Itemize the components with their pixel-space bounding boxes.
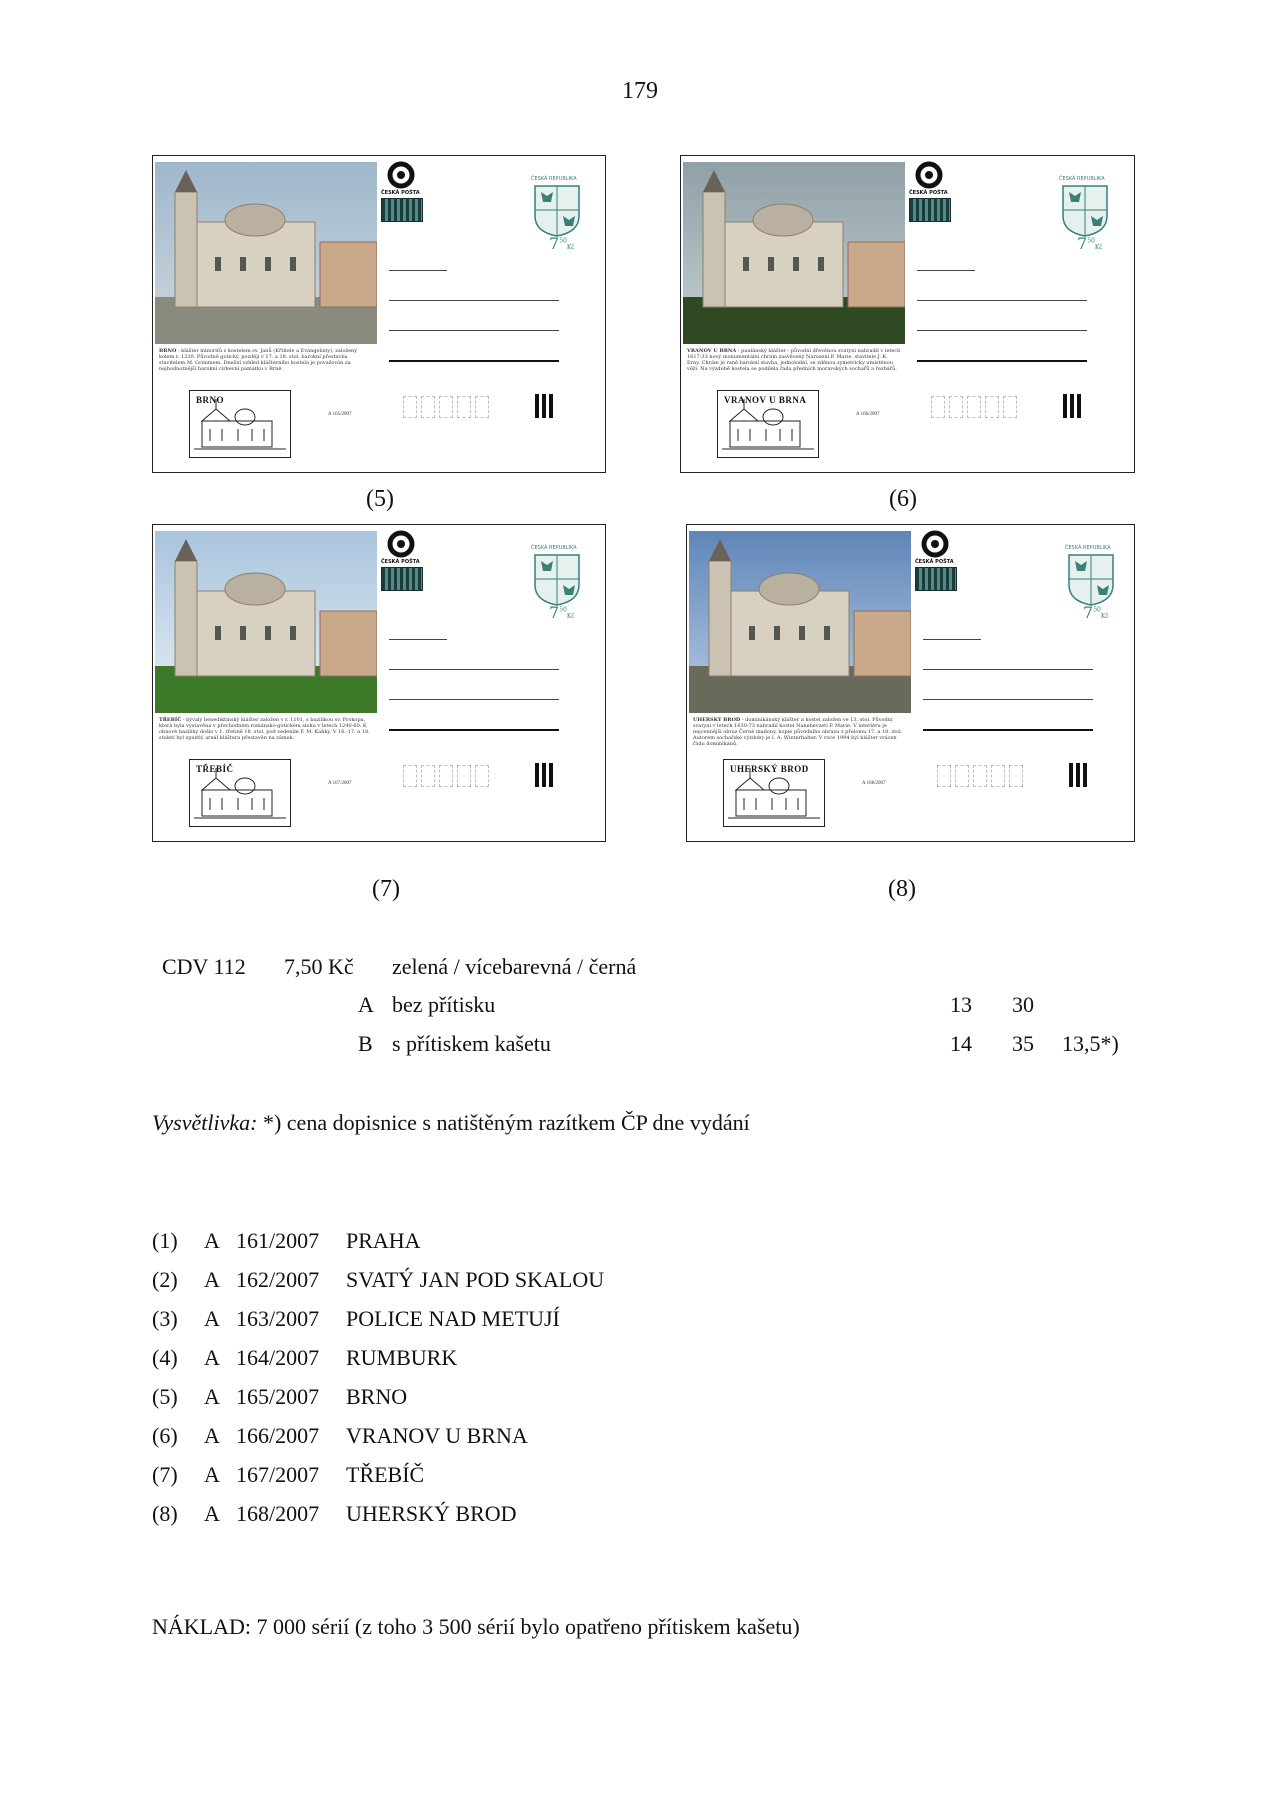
country-label: ČESKÁ REPUBLIKA <box>1059 176 1105 182</box>
variant-letter: A <box>358 992 374 1017</box>
page-number: 179 <box>622 78 658 104</box>
zip-box <box>439 765 453 787</box>
postcard-caption <box>159 348 373 372</box>
caption-title: TŘEBÍČ <box>159 717 182 723</box>
postage-value <box>549 603 575 622</box>
list-letter: A <box>204 1306 220 1331</box>
postcard <box>686 524 1135 842</box>
address-line <box>389 300 559 301</box>
naklad-text: NÁKLAD: 7 000 sérií (z toho 3 500 sérií bylo opatřeno přítiskem kašetu) <box>152 1614 800 1639</box>
list-item <box>152 1462 852 1492</box>
address-line <box>389 639 447 640</box>
address-line <box>389 360 559 362</box>
value-main: 7 <box>1083 603 1094 622</box>
zip-box <box>931 396 945 418</box>
catalog-number: CDV 112 <box>162 954 246 979</box>
list-letter: A <box>204 1384 220 1409</box>
postcard-photo <box>155 162 377 344</box>
variant-letter: B <box>358 1031 373 1056</box>
list-code: 168/2007 <box>236 1501 320 1526</box>
list-code: 167/2007 <box>236 1462 320 1487</box>
zip-box <box>475 396 489 418</box>
coat-of-arms-icon <box>533 184 581 238</box>
kaset-overprint <box>381 198 423 222</box>
address-line <box>923 729 1093 731</box>
list-name: UHERSKÝ BROD <box>346 1501 517 1526</box>
zip-box <box>457 396 471 418</box>
list-item <box>152 1345 852 1375</box>
postcard-caption <box>693 717 907 747</box>
country-label: ČESKÁ REPUBLIKA <box>531 176 577 182</box>
postcard-caption <box>159 717 373 741</box>
zip-box <box>973 765 987 787</box>
zip-box <box>1009 765 1023 787</box>
barcode-marks <box>535 763 553 787</box>
country-label: ČESKÁ REPUBLIKA <box>1065 545 1111 551</box>
value-main: 7 <box>1077 234 1088 253</box>
cachet-town: BRNO <box>196 395 225 405</box>
variant-price-1: 14 <box>950 1031 972 1056</box>
list-code: 163/2007 <box>236 1306 320 1331</box>
list-name: PRAHA <box>346 1228 421 1253</box>
zip-box <box>967 396 981 418</box>
note <box>152 1110 750 1136</box>
zip-box <box>991 765 1005 787</box>
address-line <box>917 330 1087 331</box>
posta-label: ČESKÁ POŠTA <box>381 559 420 565</box>
postcard-photo <box>689 531 911 713</box>
address-line <box>389 669 559 670</box>
list-code: 161/2007 <box>236 1228 320 1253</box>
list-name: VRANOV U BRNA <box>346 1423 528 1448</box>
list-num: (6) <box>152 1423 178 1448</box>
list-item <box>152 1384 852 1414</box>
note-label: Vysvětlivka: <box>152 1110 258 1135</box>
barcode-marks <box>1069 763 1087 787</box>
value-unit: Kč <box>566 613 575 620</box>
postage-value <box>1077 234 1103 253</box>
list-num: (5) <box>152 1384 178 1409</box>
value-unit: Kč <box>566 244 575 251</box>
variant-price-1: 13 <box>950 992 972 1017</box>
list-code: 165/2007 <box>236 1384 320 1409</box>
address-line <box>917 300 1087 301</box>
list-num: (1) <box>152 1228 178 1253</box>
card-code: A 166/2007 <box>856 412 880 417</box>
list-name: SVATÝ JAN POD SKALOU <box>346 1267 605 1292</box>
list-code: 162/2007 <box>236 1267 320 1292</box>
list-num: (2) <box>152 1267 178 1292</box>
figure-label-5: (5) <box>366 486 394 512</box>
value-main: 7 <box>549 603 560 622</box>
list-item <box>152 1306 852 1336</box>
figure-label-8: (8) <box>888 876 916 902</box>
list-num: (3) <box>152 1306 178 1331</box>
zip-box <box>937 765 951 787</box>
list-num: (7) <box>152 1462 178 1487</box>
kaset-overprint <box>909 198 951 222</box>
zip-box <box>403 396 417 418</box>
list-item <box>152 1501 852 1531</box>
postcard <box>152 155 606 473</box>
posta-label: ČESKÁ POŠTA <box>909 190 948 196</box>
postcard <box>152 524 606 842</box>
value-cents: 50 <box>1093 606 1101 614</box>
zip-box <box>439 396 453 418</box>
cachet-box <box>189 390 291 458</box>
address-line <box>917 270 975 271</box>
zip-box <box>949 396 963 418</box>
caption-text: - dominikánský klášter a kostel založen ve 13. stol. Původní svatyni v letech 1630-73 nahradil kostel Nanebevzetí P. Marie. V interiéru je nejcennější obraz Černé madony, kopie původního obrazu z přelomu 17. a 18. stol. Autorem sochařské výzdoby je I. A. Winterhalter. V roce 1994 byl klášter vrácen řádu dominikánů. <box>693 717 903 747</box>
postcard-photo <box>155 531 377 713</box>
caption-text: - bývalý benediktinský klášter založen v r. 1101, s bazilikou sv. Prokopa, která byla vystavěna v přechodném románsko-gotickém slohu v letech 1240-60. K obnově baziliky došlo v 1. třetině 18. stol. pod vedením F. M. Kaňky. V 16.-17. a 18. století byl zpustlý areál kláštera přestavěn na zámek. <box>159 717 370 741</box>
cachet-town: UHERSKÝ BROD <box>730 764 809 774</box>
zip-box <box>403 765 417 787</box>
list-item <box>152 1267 852 1297</box>
value-main: 7 <box>549 234 560 253</box>
country-label: ČESKÁ REPUBLIKA <box>531 545 577 551</box>
coat-of-arms-icon <box>1067 553 1115 607</box>
list-name: RUMBURK <box>346 1345 458 1370</box>
list-item <box>152 1423 852 1453</box>
value-cents: 50 <box>1087 237 1095 245</box>
zip-box <box>457 765 471 787</box>
list-code: 166/2007 <box>236 1423 320 1448</box>
caption-text: - paulánský klášter - původní dřevěnou svatyni nahradil v letech 1617-33 nový monumentální chrám zasvěcený Narození P. Marie, stavitele J. K. Erny. Chrám je raně barokní stavba, jednolodní, se zděnou symetricky umístěnou věží. Na výzdobě kostela se podílela řada předních moravských sochařů a řezbářů. <box>687 348 901 372</box>
list-name: TŘEBÍČ <box>346 1462 425 1487</box>
cachet-town: VRANOV U BRNA <box>724 395 807 405</box>
figure-label-7: (7) <box>372 876 400 902</box>
address-line <box>389 729 559 731</box>
address-line <box>389 699 559 700</box>
address-line <box>389 270 447 271</box>
list-num: (8) <box>152 1501 178 1526</box>
list-letter: A <box>204 1501 220 1526</box>
list-letter: A <box>204 1228 220 1253</box>
list-code: 164/2007 <box>236 1345 320 1370</box>
barcode-marks <box>1063 394 1081 418</box>
caption-title: BRNO <box>159 348 177 354</box>
barcode-marks <box>535 394 553 418</box>
cachet-town: TŘEBÍČ <box>196 764 234 774</box>
address-line <box>389 330 559 331</box>
list-letter: A <box>204 1423 220 1448</box>
list-name: POLICE NAD METUJÍ <box>346 1306 560 1331</box>
list-name: BRNO <box>346 1384 408 1409</box>
value-cents: 50 <box>559 237 567 245</box>
variant-price-2: 35 <box>1012 1031 1034 1056</box>
zip-box <box>421 396 435 418</box>
issue-colors: zelená / vícebarevná / černá <box>392 954 637 979</box>
card-code: A 168/2007 <box>862 781 886 786</box>
figure-label-6: (6) <box>889 486 917 512</box>
caption-title: UHERSKÝ BROD <box>693 717 741 723</box>
zip-box <box>421 765 435 787</box>
card-code: A 167/2007 <box>328 781 352 786</box>
coat-of-arms-icon <box>533 553 581 607</box>
postcard <box>680 155 1135 473</box>
address-line <box>923 699 1093 700</box>
zip-box <box>475 765 489 787</box>
list-letter: A <box>204 1345 220 1370</box>
caption-text: - klášter minoritů s kostelem sv. Janů (Křtitele a Evangelisty), založený kolem r. 1230. Původně gotický, později v 17. a 18. stol. barokní přestavba stavitelem M. Grimmem. Dnešní vzhled klášterního kostela je považován za nejhodnotnější barokní církevní památku v Brně. <box>159 348 358 372</box>
postcard-photo <box>683 162 905 344</box>
list-item <box>152 1228 852 1258</box>
kaset-overprint <box>381 567 423 591</box>
list-letter: A <box>204 1267 220 1292</box>
zip-box <box>985 396 999 418</box>
note-text: *) cena dopisnice s natištěným razítkem ČP dne vydání <box>257 1110 750 1135</box>
variant-desc: s přítiskem kašetu <box>392 1031 551 1056</box>
cachet-box <box>723 759 825 827</box>
postage-value <box>549 234 575 253</box>
kaset-overprint <box>915 567 957 591</box>
posta-label: ČESKÁ POŠTA <box>915 559 954 565</box>
list-num: (4) <box>152 1345 178 1370</box>
address-line <box>923 669 1093 670</box>
value-unit: Kč <box>1094 244 1103 251</box>
variant-price-3: 13,5*) <box>1062 1031 1119 1056</box>
postcard-caption <box>687 348 901 372</box>
list-letter: A <box>204 1462 220 1487</box>
coat-of-arms-icon <box>1061 184 1109 238</box>
zip-box <box>1003 396 1017 418</box>
card-code: A 165/2007 <box>328 412 352 417</box>
address-line <box>923 639 981 640</box>
zip-box <box>955 765 969 787</box>
value-unit: Kč <box>1100 613 1109 620</box>
caption-title: VRANOV U BRNA <box>687 348 737 354</box>
value-cents: 50 <box>559 606 567 614</box>
posta-label: ČESKÁ POŠTA <box>381 190 420 196</box>
issue-price: 7,50 Kč <box>284 954 354 979</box>
postage-value <box>1083 603 1109 622</box>
variant-price-2: 30 <box>1012 992 1034 1017</box>
address-line <box>917 360 1087 362</box>
cachet-box <box>189 759 291 827</box>
cachet-box <box>717 390 819 458</box>
variant-desc: bez přítisku <box>392 992 496 1017</box>
